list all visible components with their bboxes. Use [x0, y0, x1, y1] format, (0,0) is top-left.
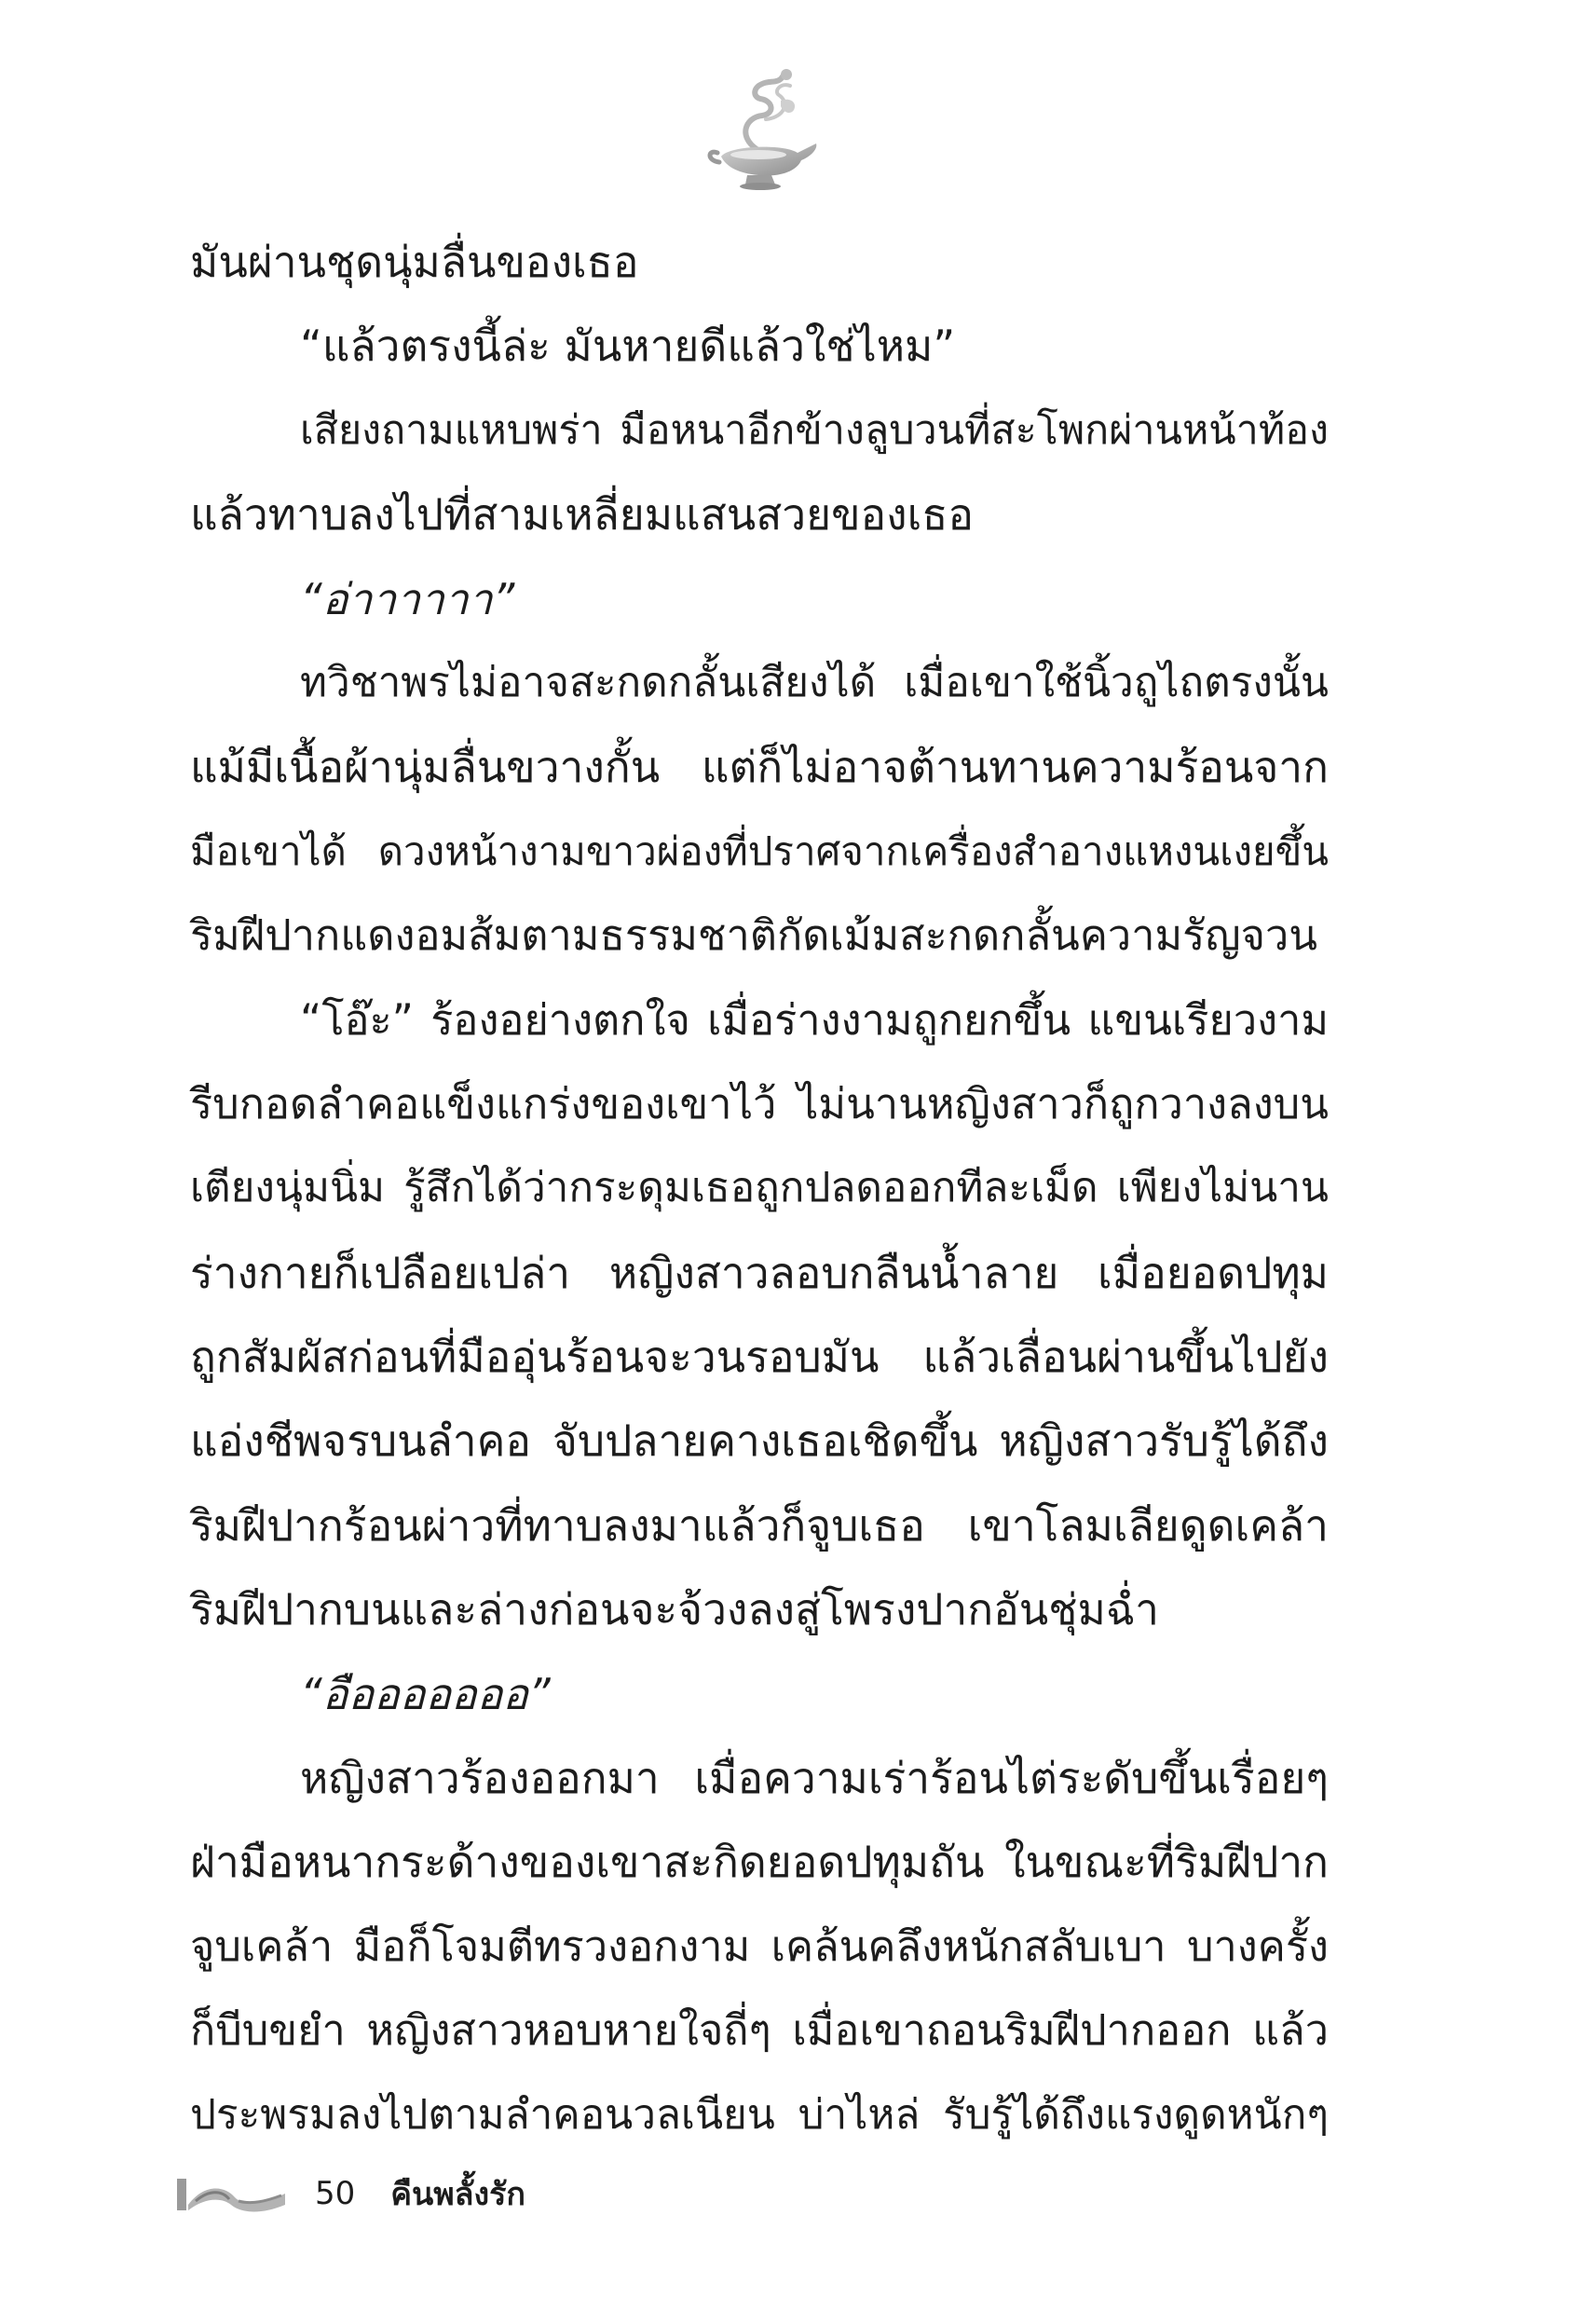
- text-line: เสียงถามแหบพร่า มือหนาอีกข้างลูบวนที่สะโพกผ่านหน้าท้อง: [300, 406, 1329, 454]
- footer-flourish-icon: [177, 2173, 287, 2214]
- text-line: ริมฝีปากร้อนผ่าวที่ทาบลงมาแล้วก็จูบเธอ เขาโลมเลียดูดเคล้า: [190, 1499, 1329, 1551]
- text-line: ถูกสัมผัสก่อนที่มืออุ่นร้อนจะวนรอบมัน แล้วเลื่อนผ่านขึ้นไปยัง: [190, 1332, 1329, 1383]
- text-line: มือเขาได้ ดวงหน้างามขาวผ่องที่ปราศจากเครื่องสำอางแหงนเงยขึ้น: [190, 827, 1329, 874]
- text-line: “อือออออออ”: [300, 1668, 551, 1719]
- text-line: ฝ่ามือหนากระด้างของเขาสะกิดยอดปทุมถัน ในขณะที่ริมฝีปาก: [190, 1837, 1329, 1888]
- text-line: แม้มีเนื้อผ้านุ่มลื่นขวางกั้น แต่ก็ไม่อาจต้านทานความร้อนจาก: [190, 742, 1329, 793]
- genie-lamp-icon: [701, 63, 822, 194]
- text-line: ร่างกายก็เปลือยเปล่า หญิงสาวลอบกลืนน้ำลาย เมื่อยอดปทุม: [190, 1247, 1329, 1298]
- text-line: จูบเคล้า มือก็โจมตีทรวงอกงาม เคล้นคลึงหนักสลับเบา บางครั้ง: [190, 1921, 1329, 1971]
- text-line: ก็บีบขยำ หญิงสาวหอบหายใจถี่ๆ เมื่อเขาถอนริมฝีปากออก แล้ว: [190, 2005, 1329, 2056]
- text-line: ทวิชาพรไม่อาจสะกดกลั้นเสียงได้ เมื่อเขาใช้นิ้วถูไถตรงนั้น: [300, 658, 1329, 706]
- text-line: ริมฝีปากบนและล่างก่อนจะจ้วงลงสู่โพรงปากอันชุ่มฉ่ำ: [190, 1584, 1159, 1635]
- text-line: “แล้วตรงนี้ล่ะ มันหายดีแล้วใช่ไหม”: [300, 321, 956, 372]
- text-line: รีบกอดลำคอแข็งแกร่งของเขาไว้ ไม่นานหญิงสาวก็ถูกวางลงบน: [190, 1078, 1329, 1128]
- text-line: “โอ๊ะ” ร้องอย่างตกใจ เมื่อร่างงามถูกยกขึ้น แขนเรียวงาม: [300, 994, 1329, 1045]
- text-line: แอ่งชีพจรบนลำคอ จับปลายคางเธอเชิดขึ้น หญิงสาวรับรู้ได้ถึง: [190, 1415, 1329, 1467]
- body-text: [190, 220, 1329, 2157]
- book-title: คืนพลั้งรัก: [390, 2176, 525, 2213]
- text-line: เตียงนุ่มนิ่ม รู้สึกได้ว่ากระดุมเธอถูกปลดออกทีละเม็ด เพียงไม่นาน: [190, 1164, 1329, 1212]
- page-number: 50: [315, 2175, 356, 2212]
- text-line: ประพรมลงไปตามลำคอนวลเนียน บ่าไหล่ รับรู้ได้ถึงแรงดูดหนักๆ: [190, 2090, 1329, 2139]
- text-line: “อ่าาาาาา”: [300, 573, 515, 624]
- page-footer: [177, 2167, 525, 2220]
- text-line: ริมฝีปากแดงอมส้มตามธรรมชาติกัดเม้มสะกดกลั้นความรัญจวน: [190, 910, 1318, 961]
- text-line: แล้วทาบลงไปที่สามเหลี่ยมแสนสวยของเธอ: [190, 489, 975, 540]
- text-line: มันผ่านชุดนุ่มลื่นของเธอ: [190, 237, 639, 287]
- text-line: หญิงสาวร้องออกมา เมื่อความเร่าร้อนไต่ระดับขึ้นเรื่อยๆ: [300, 1753, 1329, 1804]
